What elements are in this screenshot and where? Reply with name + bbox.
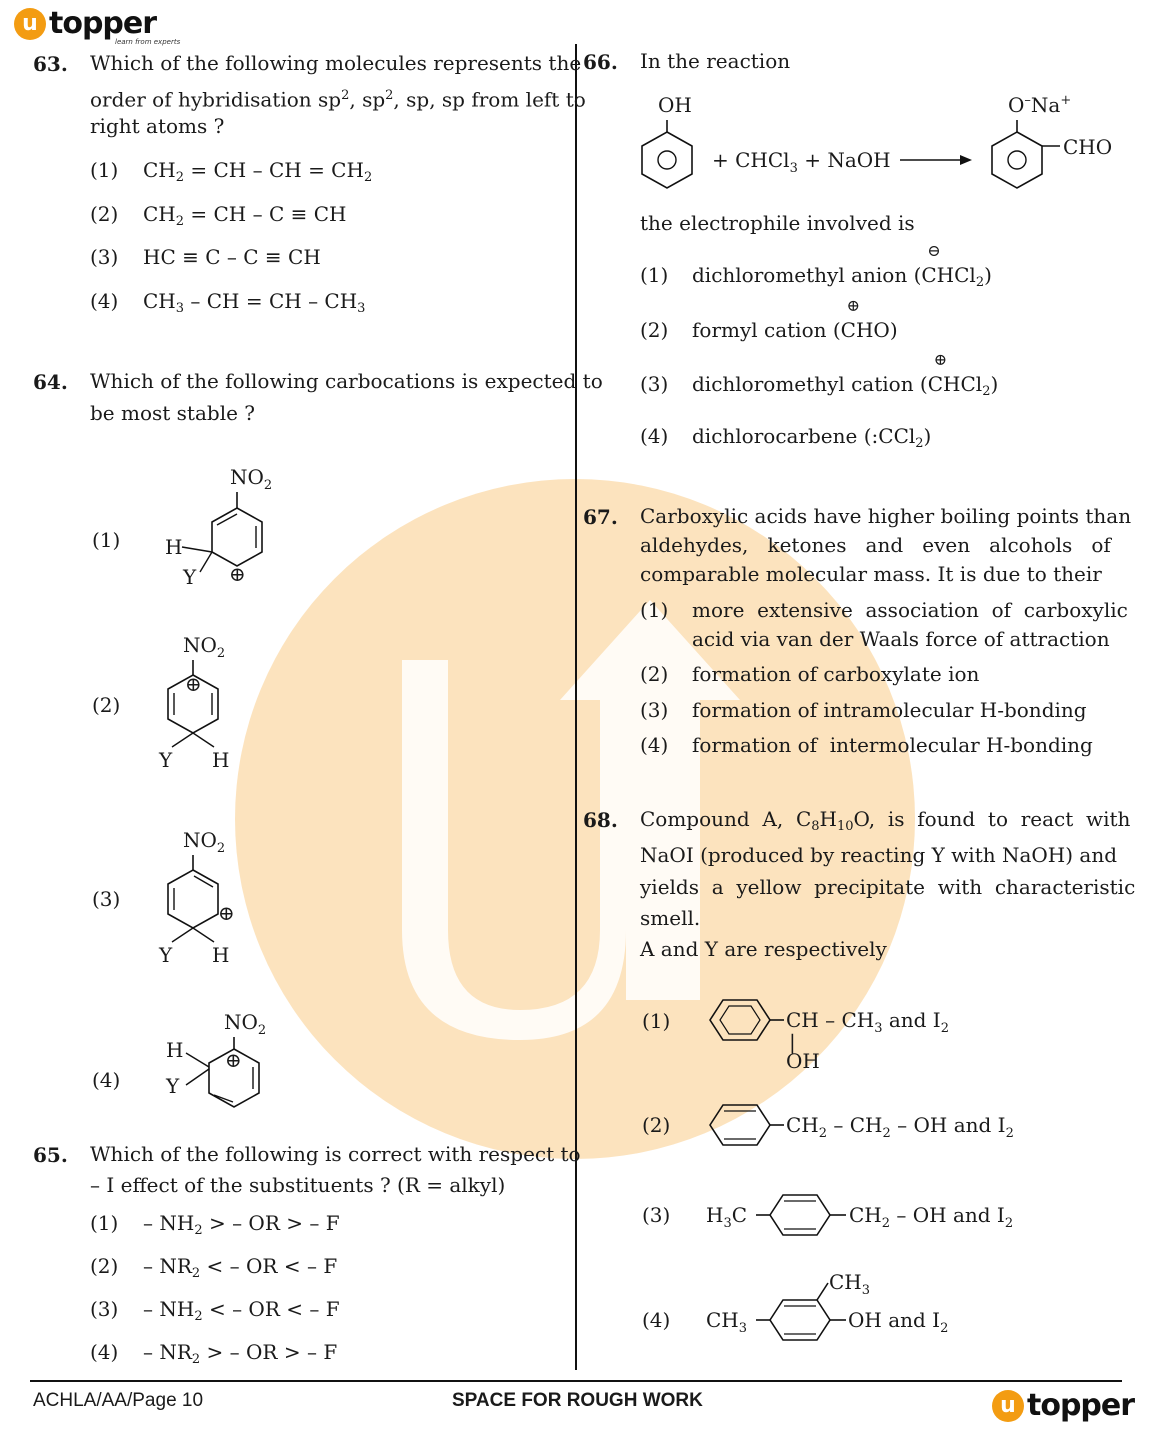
svg-text:CH – CH3 and I2: CH – $CH_3$ and $I_2$ bbox=[786, 1008, 949, 1036]
q68-line-2: NaOI (produced by reacting Y with NaOH) and bbox=[640, 843, 1118, 867]
q67-option-1[interactable]: (1) more extensive association of carboxylic bbox=[640, 598, 1128, 622]
q63-line-2: order of hybridisation $sp^2$, $sp^2$, sp, sp from left to bbox=[90, 87, 586, 112]
svg-text:NO2: $NO_2$ bbox=[183, 633, 226, 661]
q68-structure-2 bbox=[700, 1100, 1100, 1160]
header-logo bbox=[14, 6, 156, 41]
svg-text:Y: Y bbox=[159, 748, 173, 772]
svg-text:OH: OH bbox=[786, 1049, 820, 1073]
svg-text:OH: OH bbox=[658, 93, 692, 117]
q66-option-2[interactable]: (2) formyl cation ( ⊕ CHO) bbox=[640, 296, 898, 342]
page-code: ACHLA/AA/Page 10 bbox=[33, 1390, 204, 1411]
svg-text:OH and I2: OH and $I_2$ bbox=[848, 1308, 949, 1336]
q67-line-3: comparable molecular mass. It is due to their bbox=[640, 562, 1102, 586]
logo-u-icon: u bbox=[992, 1390, 1024, 1422]
question-number: 66. bbox=[583, 50, 618, 74]
q63-option-2[interactable]: (2) $CH_2$ = CH – C ≡ CH bbox=[90, 202, 347, 229]
svg-text:NO2: $NO_2$ bbox=[224, 1010, 267, 1038]
q66-option-3[interactable]: (3) dichloromethyl cation ( ⊕ CHCl$_2$) bbox=[640, 350, 999, 399]
svg-text:⊕: ⊕ bbox=[218, 901, 235, 925]
svg-text:H: H bbox=[165, 535, 183, 559]
q68-option-3[interactable]: (3) bbox=[642, 1203, 671, 1227]
question-number: 65. bbox=[33, 1143, 68, 1167]
svg-text:NO2: $NO_2$ bbox=[183, 828, 226, 856]
footer-rule bbox=[30, 1380, 1122, 1382]
q68-line-4: smell. bbox=[640, 906, 701, 930]
logo-u-icon: u bbox=[14, 8, 46, 40]
q66-option-4[interactable]: (4) dichlorocarbene (:CCl$_2$) bbox=[640, 424, 932, 451]
q66-line-1: In the reaction bbox=[640, 49, 791, 73]
q67-option-3[interactable]: (3) formation of intramolecular H-bonding bbox=[640, 698, 1087, 722]
svg-text:⊕: ⊕ bbox=[225, 1048, 242, 1072]
q64-option-1[interactable]: (1) bbox=[92, 528, 121, 552]
svg-text:CH3: $CH_3$ bbox=[706, 1308, 748, 1336]
q68-option-1[interactable]: (1) bbox=[642, 1009, 671, 1033]
q67-line-1: Carboxylic acids have higher boiling points than bbox=[640, 504, 1132, 528]
q68-line-1: Compound A, $C_8H_{10}O$, is found to react with bbox=[640, 807, 1131, 834]
question-number: 68. bbox=[583, 808, 618, 832]
q63-option-1[interactable]: (1) $CH_2$ = CH – CH = $CH_2$ bbox=[90, 158, 373, 185]
question-number: 63. bbox=[33, 52, 68, 76]
q68-line-3: yields a yellow precipitate with characteristic bbox=[640, 875, 1136, 899]
q66-reaction-scheme bbox=[620, 90, 1120, 200]
q66-line-2: the electrophile involved is bbox=[640, 211, 915, 235]
q68-structure-4 bbox=[700, 1265, 1140, 1355]
logo-text: topper bbox=[1027, 1388, 1135, 1423]
q64-option-3[interactable]: (3) bbox=[92, 887, 121, 911]
svg-text:CH2 – CH2 – OH and I2: $CH_2 - CH_2$ – OH and $I_2$ bbox=[786, 1113, 1014, 1141]
q67-option-4[interactable]: (4) formation of intermolecular H-bonding bbox=[640, 733, 1093, 757]
svg-text:H: H bbox=[212, 748, 230, 772]
svg-text:⊕: ⊕ bbox=[229, 562, 246, 586]
q68-option-4[interactable]: (4) bbox=[642, 1308, 671, 1332]
svg-text:|: | bbox=[789, 1030, 796, 1054]
logo-text: topper bbox=[49, 6, 157, 41]
svg-text:⊕: ⊕ bbox=[185, 672, 202, 696]
q63-line-3: right atoms ? bbox=[90, 114, 225, 138]
svg-text:O–Na+: O–Na+ bbox=[1008, 93, 1072, 117]
svg-text:H: H bbox=[212, 943, 230, 967]
q63-option-4[interactable]: (4) $CH_3$ – CH = CH – $CH_3$ bbox=[90, 289, 366, 316]
q64-structure-2 bbox=[150, 625, 350, 775]
q64-structure-4 bbox=[150, 1005, 350, 1135]
q63-line-1: Which of the following molecules represents the bbox=[90, 51, 582, 75]
question-number: 67. bbox=[583, 505, 618, 529]
svg-text:H3C: $H_3C$ bbox=[706, 1203, 748, 1231]
q64-line-1: Which of the following carbocations is expected to bbox=[90, 369, 603, 393]
svg-text:CHO: CHO bbox=[1063, 135, 1113, 159]
q66-option-1[interactable]: (1) dichloromethyl anion ( ⊖ CHCl$_2$) bbox=[640, 241, 992, 290]
svg-text:+ CHCl3 + NaOH: + CHCl$_3$ + NaOH bbox=[712, 148, 891, 176]
footer-logo bbox=[992, 1388, 1134, 1423]
logo-tagline: learn from experts bbox=[115, 38, 181, 46]
svg-text:NO2: $NO_2$ bbox=[230, 465, 273, 493]
question-number: 64. bbox=[33, 370, 68, 394]
q65-option-4[interactable]: (4) – $NR_2$ > – OR > – F bbox=[90, 1340, 338, 1367]
svg-text:Y: Y bbox=[159, 943, 173, 967]
q65-option-3[interactable]: (3) – $NH_2$ < – OR < – F bbox=[90, 1297, 340, 1324]
svg-text:Y: Y bbox=[183, 565, 197, 589]
q63-option-3[interactable]: (3) HC ≡ C – C ≡ CH bbox=[90, 245, 321, 269]
q64-option-2[interactable]: (2) bbox=[92, 693, 121, 717]
q64-structure-1 bbox=[150, 460, 350, 610]
column-divider bbox=[575, 44, 577, 1370]
q67-option-2[interactable]: (2) formation of carboxylate ion bbox=[640, 662, 980, 686]
svg-text:CH3: $CH_3$ bbox=[829, 1270, 871, 1298]
q68-structure-3 bbox=[700, 1190, 1140, 1250]
q65-option-2[interactable]: (2) – $NR_2$ < – OR < – F bbox=[90, 1254, 338, 1281]
q68-structure-1 bbox=[700, 995, 1100, 1075]
svg-text:CH2 – OH and I2: $CH_2$ – OH and $I_2$ bbox=[849, 1203, 1014, 1231]
q64-structure-3 bbox=[150, 820, 350, 970]
svg-text:Y: Y bbox=[166, 1074, 180, 1098]
q67-line-2: aldehydes, ketones and even alcohols of bbox=[640, 533, 1111, 557]
q68-option-2[interactable]: (2) bbox=[642, 1113, 671, 1137]
rough-work-label: SPACE FOR ROUGH WORK bbox=[452, 1390, 703, 1411]
q65-line-2: – I effect of the substituents ? (R = alkyl) bbox=[90, 1173, 506, 1197]
q64-option-4[interactable]: (4) bbox=[92, 1068, 121, 1092]
q67-option-1-line-2: acid via van der Waals force of attraction bbox=[692, 627, 1110, 651]
q64-line-2: be most stable ? bbox=[90, 401, 255, 425]
svg-text:H: H bbox=[166, 1038, 184, 1062]
q65-option-1[interactable]: (1) – $NH_2$ > – OR > – F bbox=[90, 1211, 340, 1238]
q68-line-5: A and Y are respectively bbox=[640, 937, 887, 961]
q65-line-1: Which of the following is correct with respect to bbox=[90, 1142, 581, 1166]
